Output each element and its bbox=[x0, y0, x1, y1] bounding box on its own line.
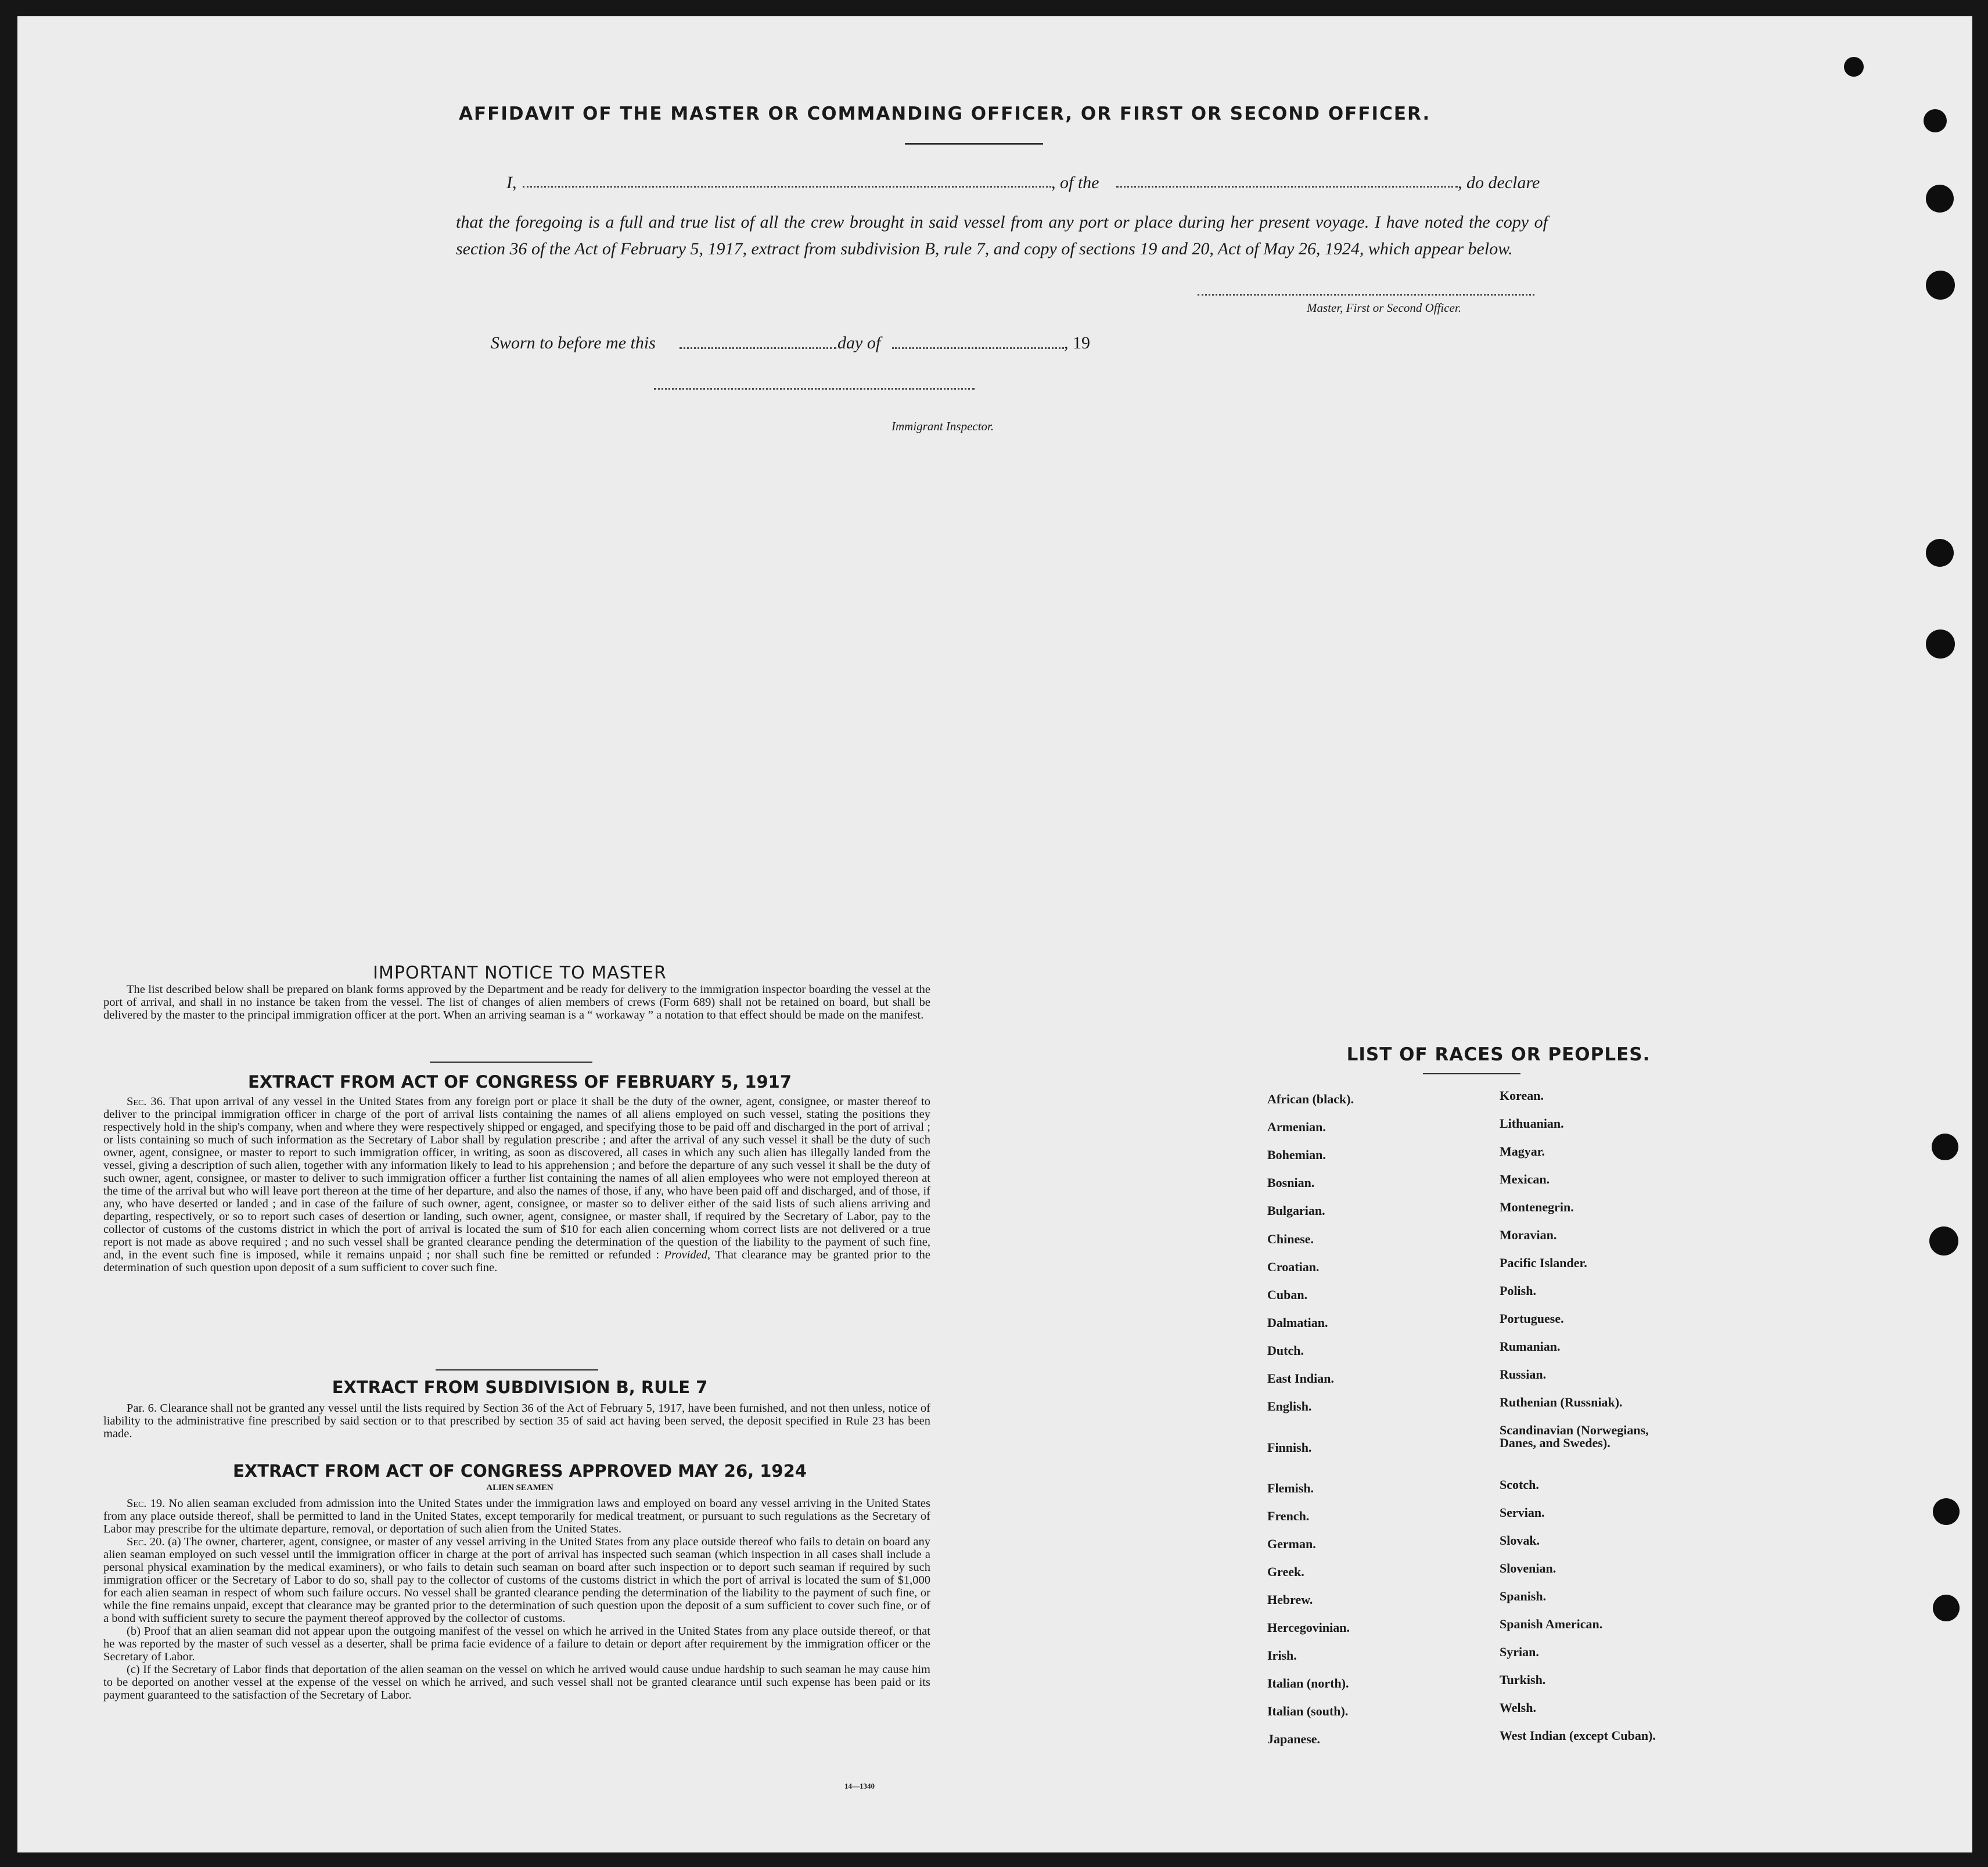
vessel-blank[interactable] bbox=[1116, 186, 1458, 188]
punch-hole bbox=[1929, 1226, 1958, 1256]
race-entry: Dalmatian. bbox=[1267, 1315, 1328, 1330]
document-page bbox=[17, 16, 1972, 1852]
race-entry: Greek. bbox=[1267, 1564, 1304, 1579]
race-entry: Korean. bbox=[1500, 1088, 1544, 1103]
extract-1917-heading: EXTRACT FROM ACT OF CONGRESS OF FEBRUARY 5, 1917 bbox=[247, 1072, 792, 1092]
race-entry: Bohemian. bbox=[1267, 1147, 1326, 1162]
race-entry: Hercegovinian. bbox=[1267, 1620, 1350, 1635]
race-entry: Dutch. bbox=[1267, 1343, 1304, 1358]
race-entry: Croatian. bbox=[1267, 1260, 1320, 1274]
punch-hole bbox=[1932, 1134, 1958, 1160]
sec20c-paragraph: (c) If the Secretary of Labor finds that deportation of the alien seaman on the vessel on which he arrived would cause undue hardship to such seaman he may cause him to be deported on another vessel at the expense of the vessel on which he arrived, and such vessel shall not be granted clearance until such expense has been paid or its payment guaranteed to the satisfaction of the Secretary of Labor. bbox=[103, 1663, 930, 1701]
sec20a-text: (a) The owner, charterer, agent, consignee, or master of any vessel arriving in the United States from any place outside thereof who fails to detain on board any alien seaman employed on such vessel until the immigration officer in charge at the port of arrival has inspected such seaman (which inspection in all cases shall include a personal physical examination by the medical examiners), or who fails to detain such seaman on board after such inspection or to deport such seaman if required by such immigration officer or the Secretary of Labor to do so, shall pay to the collector of customs of the customs district in which the port of arrival is located the sum of $1,000 for each alien seaman in respect of whom such failure occurs. No vessel shall be granted clearance pending the determination of the liability to the payment of such fine, or while the fine remains unpaid, except that clearance may be granted prior to the determination of such question upon the deposit of a sum sufficient to cover such fine, or of a bond with sufficient surety to secure the payment thereof approved by the collector of customs. bbox=[103, 1535, 931, 1625]
race-entry: English. bbox=[1267, 1399, 1312, 1413]
divider bbox=[430, 1062, 592, 1063]
race-entry: Chinese. bbox=[1267, 1232, 1314, 1246]
race-entry: Ruthenian (Russniak). bbox=[1500, 1395, 1623, 1409]
affidavit-of-the: , of the bbox=[1051, 173, 1099, 192]
sec19-label: Sec. 19. bbox=[127, 1497, 166, 1510]
sec20b-paragraph: (b) Proof that an alien seaman did not appear upon the outgoing manifest of the vessel on which he arrived in the United States from any place outside thereof, or that he was reported by the master of such vessel as a deserter, shall be prima facie evidence of a failure to detain or deport after requirement by the immigration officer or the Secretary of Labor. bbox=[103, 1625, 930, 1663]
race-entry: Irish. bbox=[1267, 1648, 1297, 1663]
affidavit-title: AFFIDAVIT OF THE MASTER OR COMMANDING OFFICER, OR FIRST OR SECOND OFFICER. bbox=[459, 103, 1431, 124]
race-entry: Polish. bbox=[1500, 1283, 1536, 1298]
race-entry: African (black). bbox=[1267, 1092, 1354, 1106]
sec36-text-end: That clearance may be granted prior to the determination of such question upon deposit of a sum sufficient to cover such fine. bbox=[103, 1249, 931, 1274]
sec36-paragraph bbox=[103, 1095, 930, 1274]
race-entry: Bosnian. bbox=[1267, 1175, 1315, 1190]
inspector-signature-line[interactable] bbox=[654, 388, 975, 390]
races-divider bbox=[1423, 1073, 1520, 1074]
race-entry: Portuguese. bbox=[1500, 1311, 1564, 1326]
punch-hole bbox=[1933, 1595, 1960, 1621]
race-entry: Syrian. bbox=[1500, 1645, 1539, 1659]
alien-seamen-subheading: ALIEN SEAMEN bbox=[486, 1483, 553, 1492]
affidavit-i: I, bbox=[506, 173, 517, 192]
race-entry: Hebrew. bbox=[1267, 1592, 1313, 1607]
race-entry: Pacific Islander. bbox=[1500, 1256, 1587, 1270]
race-entry: Montenegrin. bbox=[1500, 1200, 1574, 1214]
punch-hole bbox=[1926, 271, 1955, 300]
race-entry: Spanish. bbox=[1500, 1589, 1547, 1603]
punch-hole bbox=[1933, 1498, 1960, 1525]
punch-hole bbox=[1924, 109, 1947, 132]
race-entry: Slovak. bbox=[1500, 1533, 1540, 1548]
extract-rule7-text bbox=[103, 1402, 930, 1440]
race-entry: Slovenian. bbox=[1500, 1561, 1556, 1575]
race-entry: Cuban. bbox=[1267, 1287, 1308, 1302]
inspector-caption: Immigrant Inspector. bbox=[891, 419, 994, 433]
divider bbox=[436, 1369, 598, 1370]
rule7-paragraph: Par. 6. Clearance shall not be granted any vessel until the lists required by Section 36 of the Act of February 5, 1917, have been furnished, and not then unless, notice of liability to the administrative fine prescribed by said section or to that prescribed by section 35 of said act having been served, the deposit specified in Rule 23 has been made. bbox=[103, 1402, 930, 1440]
race-entry: Russian. bbox=[1500, 1367, 1547, 1382]
notice-paragraph: The list described below shall be prepared on blank forms approved by the Department and be ready for delivery to the immigration inspector boarding the vessel at the port of arrival, and shall in no instance be taken from the vessel. The list of changes of alien members of crews (Form 689) shall not be retained on board, but shall be delivered by the master to the principal immigration officer at the port. When an arriving seaman is a “ workaway ” a notation to that effect should be made on the manifest. bbox=[103, 983, 930, 1021]
race-entry: French. bbox=[1267, 1509, 1310, 1523]
race-entry: West Indian (except Cuban). bbox=[1500, 1728, 1656, 1743]
race-entry: Mexican. bbox=[1500, 1172, 1550, 1186]
race-entry: Turkish. bbox=[1500, 1672, 1546, 1687]
race-entry: Italian (north). bbox=[1267, 1676, 1349, 1690]
sec19-paragraph bbox=[103, 1497, 930, 1535]
race-entry: Finnish. bbox=[1267, 1440, 1312, 1455]
race-entry: Scandinavian (Norwegians, Danes, and Swedes). bbox=[1500, 1423, 1649, 1450]
race-entry: Flemish. bbox=[1267, 1481, 1314, 1495]
punch-hole bbox=[1844, 57, 1864, 77]
sworn-prefix: Sworn to before me this bbox=[491, 333, 656, 352]
sec36-provided: Provided, bbox=[664, 1249, 710, 1261]
race-entry: German. bbox=[1267, 1537, 1316, 1551]
sworn-day-of: day of bbox=[837, 333, 881, 352]
sworn-month-blank[interactable] bbox=[892, 347, 1064, 349]
race-entry: Welsh. bbox=[1500, 1700, 1536, 1715]
race-entry: Spanish American. bbox=[1500, 1617, 1603, 1631]
sec20a-paragraph bbox=[103, 1535, 930, 1625]
affidavit-declare: , do declare bbox=[1458, 173, 1540, 192]
race-entry: East Indian. bbox=[1267, 1371, 1334, 1386]
notice-heading: IMPORTANT NOTICE TO MASTER bbox=[373, 963, 667, 983]
notice-text bbox=[103, 983, 930, 1021]
master-caption: Master, First or Second Officer. bbox=[1307, 301, 1461, 315]
master-signature-line[interactable] bbox=[1198, 294, 1534, 296]
race-entry: Rumanian. bbox=[1500, 1339, 1561, 1354]
race-entry: Lithuanian. bbox=[1500, 1116, 1564, 1131]
race-entry: Moravian. bbox=[1500, 1228, 1557, 1242]
sec36-label: Sec. 36. bbox=[127, 1095, 166, 1108]
name-blank[interactable] bbox=[523, 186, 1051, 188]
sworn-day-blank[interactable] bbox=[680, 347, 836, 349]
punch-hole bbox=[1926, 185, 1954, 213]
extract-1924-text bbox=[103, 1497, 930, 1701]
extract-rule7-heading: EXTRACT FROM SUBDIVISION B, RULE 7 bbox=[332, 1377, 708, 1397]
race-entry: Scotch. bbox=[1500, 1477, 1539, 1492]
affidavit-paragraph: that the foregoing is a full and true list of all the crew brought in said vessel from any port or place during her present voyage. I have noted the copy of section 36 of the Act of February 5, 1917, extract from subdivision B, rule 7, and copy of sections 19 and 20, Act of May 26, 1924, which appear below. bbox=[456, 213, 1548, 258]
sec36-text: That upon arrival of any vessel in the United States from any foreign port or place it shall be the duty of the owner, agent, consignee, or master thereof to deliver to the principal immigration officer in charge of the port of arrival lists containing the names of all aliens employed on such vessel, stating the positions they respectively hold in the ship's company, when and where they were respectively shipped or engaged, and specifying those to be paid off and discharged in the port of arrival ; or lists containing so much of such information as the Secretary of Labor shall by regulation prescribe ; and after the arrival of any such vessel it shall be the duty of such owner, agent, consignee, or master to report to such immigration officer, in writing, as soon as discovered, all cases in which any such alien has illegally landed from the vessel, giving a description of such alien, together with any information likely to lead to his apprehension ; and before the departure of any such vessel it shall be the duty of such owner, agent, consignee, or master to deliver to such immigration officer a further list containing the names of all alien employees who were not employed thereon at the time of the arrival but who will leave port thereon at the time of her departure, and also the names of those, if any, who have been paid off and discharged, and of those, if any, who have deserted or landed ; and in case of the failure of such owner, agent, consignee, or master so to deliver either of the said lists of such aliens arriving and departing, respectively, or so to report such cases of desertion or landing, such owner, agent, consignee, or master shall, if required by the Secretary of Labor, pay to the collector of customs of the customs district in which the port of arrival is located the sum of $10 for each alien concerning whom correct lists are not delivered or a true report is not made as above required ; and no such vessel shall be granted clearance pending the determination of the question of the liability to the payment of such fine, and, in the event such fine is imposed, while it remains unpaid ; nor shall such fine be remitted or refunded : bbox=[103, 1095, 930, 1261]
extract-1917-text bbox=[103, 1095, 930, 1274]
race-entry: Magyar. bbox=[1500, 1144, 1545, 1159]
punch-hole bbox=[1926, 629, 1955, 659]
extract-1924-heading: EXTRACT FROM ACT OF CONGRESS APPROVED MAY 26, 1924 bbox=[233, 1461, 807, 1481]
race-entry: Servian. bbox=[1500, 1505, 1545, 1520]
race-entry: Bulgarian. bbox=[1267, 1203, 1325, 1218]
sec19-text: No alien seaman excluded from admission into the United States under the immigration laws and employed on board any vessel arriving in the United States from any place outside thereof, shall be permitted to land in the United States, except temporarily for medical treatment, or pursuant to such regulations as the Secretary of Labor may prescribe for the ultimate departure, removal, or deportation of such alien from the United States. bbox=[103, 1497, 931, 1535]
sworn-year: , 19 bbox=[1064, 333, 1090, 352]
race-entry: Armenian. bbox=[1267, 1120, 1326, 1134]
races-heading: LIST OF RACES OR PEOPLES. bbox=[1346, 1044, 1651, 1065]
race-entry: Italian (south). bbox=[1267, 1704, 1349, 1718]
title-divider bbox=[905, 143, 1043, 145]
race-entry: Japanese. bbox=[1267, 1732, 1321, 1746]
form-number: 14—1340 bbox=[844, 1782, 875, 1790]
punch-hole bbox=[1926, 539, 1954, 567]
sec20-label: Sec. 20. bbox=[127, 1535, 165, 1548]
